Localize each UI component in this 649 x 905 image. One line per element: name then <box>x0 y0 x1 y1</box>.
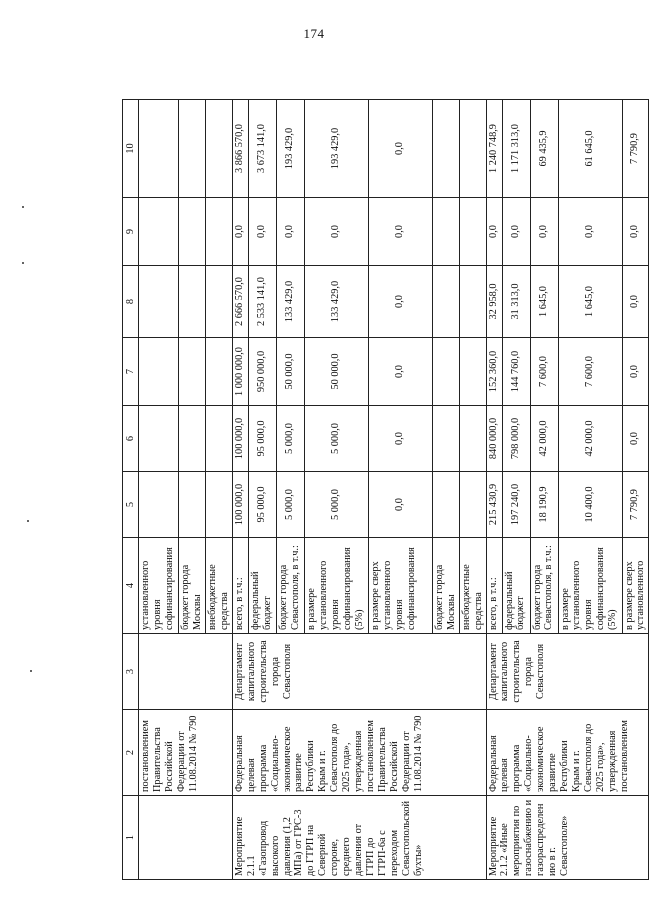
scan-speck <box>22 206 24 208</box>
source-cell: всего, в т.ч.: <box>486 538 502 634</box>
value-cell: 0,0 <box>276 198 304 266</box>
executor-cell: Департамент капитального строительства города Севастополя <box>232 634 486 710</box>
source-cell: бюджет города Москвы <box>179 538 206 634</box>
value-cell: 193 429,0 <box>304 100 368 198</box>
header-cell: 7 <box>123 338 139 406</box>
value-cell: 0,0 <box>622 266 649 338</box>
source-cell: в размере сверх установленного <box>622 538 649 634</box>
measure-cell <box>139 796 233 880</box>
header-cell: 5 <box>123 472 139 538</box>
value-cell: 0,0 <box>232 198 248 266</box>
value-cell: 7 790,9 <box>622 472 649 538</box>
value-cell: 61 645,0 <box>558 100 622 198</box>
measure-cell: Мероприятие 2.1.2 «Иные мероприятия по газоснабжению и газораспределению в г. Севастополе» <box>486 796 649 880</box>
source-cell: бюджет города Севастополя, в т.ч.: <box>276 538 304 634</box>
value-cell: 5 000,0 <box>304 406 368 472</box>
scan-speck <box>27 520 29 522</box>
value-cell: 950 000,0 <box>248 338 276 406</box>
value-cell: 197 240,0 <box>502 472 530 538</box>
program-cell: Федеральная целевая программа «Социально-экономическое развитие Республики Крым и г. Севастополя до 2025 года», утвержденная постановлением <box>486 710 649 796</box>
value-cell: 1 645,0 <box>558 266 622 338</box>
value-cell: 0,0 <box>368 406 432 472</box>
value-cell: 95 000,0 <box>248 406 276 472</box>
financing-table <box>122 99 649 880</box>
value-cell: 32 958,0 <box>486 266 502 338</box>
value-cell: 0,0 <box>622 198 649 266</box>
header-cell: 9 <box>123 198 139 266</box>
value-cell: 5 000,0 <box>276 472 304 538</box>
header-cell: 3 <box>123 634 139 710</box>
value-cell: 144 760,0 <box>502 338 530 406</box>
source-cell: в размере сверх установленного уровня софинансирования <box>368 538 432 634</box>
executor-cell <box>139 634 233 710</box>
value-cell: 1 171 313,0 <box>502 100 530 198</box>
header-cell: 8 <box>123 266 139 338</box>
program-cell: постановлением Правительства Российской Федерации от 11.08.2014 № 790 <box>139 710 233 796</box>
source-cell: бюджет города Севастополя, в т.ч.: <box>530 538 558 634</box>
program-cell: Федеральная целевая программа «Социально-экономическое развитие Республики Крым и г. Севастополя до 2025 года», утвержденная постановлением Правительства Российской Федерации от 11.08.2014 № 790 <box>232 710 486 796</box>
source-cell: установленного уровня софинансирования <box>139 538 179 634</box>
value-cell: 100 000,0 <box>232 406 248 472</box>
measure-cell: Мероприятие 2.1.1 «Газопровод высокого давления (1,2 МПа) от ГРС-3 до ГТРП на Северной стороне, среднего давления от ГТРП до ГТРП-6а с переходом Севастопольской бухты» <box>232 796 486 880</box>
value-cell: 3 866 570,0 <box>232 100 248 198</box>
value-cell: 7 790,9 <box>622 100 649 198</box>
value-cell: 1 000 000,0 <box>232 338 248 406</box>
source-cell: в размере установленного уровня софинансирования (5%) <box>304 538 368 634</box>
value-cell: 798 000,0 <box>502 406 530 472</box>
value-cell: 0,0 <box>502 198 530 266</box>
value-cell: 133 429,0 <box>276 266 304 338</box>
source-cell: бюджет города Москвы <box>432 538 459 634</box>
value-cell: 3 673 141,0 <box>248 100 276 198</box>
source-cell: всего, в т.ч.: <box>232 538 248 634</box>
value-cell: 100 000,0 <box>232 472 248 538</box>
value-cell: 0,0 <box>530 198 558 266</box>
value-cell: 7 600,0 <box>530 338 558 406</box>
value-cell: 42 000,0 <box>558 406 622 472</box>
value-cell: 0,0 <box>368 100 432 198</box>
value-cell: 2 533 141,0 <box>248 266 276 338</box>
table-row <box>139 100 179 880</box>
value-cell: 31 313,0 <box>502 266 530 338</box>
value-cell: 840 000,0 <box>486 406 502 472</box>
value-cell: 69 435,9 <box>530 100 558 198</box>
value-cell: 95 000,0 <box>248 472 276 538</box>
value-cell: 0,0 <box>486 198 502 266</box>
value-cell: 0,0 <box>558 198 622 266</box>
source-cell: федеральный бюджет <box>502 538 530 634</box>
source-cell: внебюджетные средства <box>205 538 232 634</box>
value-cell: 0,0 <box>304 198 368 266</box>
header-cell: 1 <box>123 796 139 880</box>
value-cell: 7 600,0 <box>558 338 622 406</box>
value-cell: 1 240 748,9 <box>486 100 502 198</box>
value-cell: 50 000,0 <box>276 338 304 406</box>
value-cell: 0,0 <box>368 266 432 338</box>
value-cell: 2 666 570,0 <box>232 266 248 338</box>
header-cell: 2 <box>123 710 139 796</box>
value-cell: 0,0 <box>368 198 432 266</box>
value-cell: 10 400,0 <box>558 472 622 538</box>
source-cell: федеральный бюджет <box>248 538 276 634</box>
executor-cell: Департамент капитального строительства города Севастополя <box>486 634 649 710</box>
value-cell: 193 429,0 <box>276 100 304 198</box>
header-row <box>123 100 139 880</box>
value-cell: 50 000,0 <box>304 338 368 406</box>
value-cell: 5 000,0 <box>276 406 304 472</box>
source-cell: в размере установленного уровня софинансирования (5%) <box>558 538 622 634</box>
value-cell: 0,0 <box>248 198 276 266</box>
value-cell: 1 645,0 <box>530 266 558 338</box>
value-cell: 133 429,0 <box>304 266 368 338</box>
value-cell: 18 190,9 <box>530 472 558 538</box>
header-cell: 6 <box>123 406 139 472</box>
value-cell: 0,0 <box>368 338 432 406</box>
table-row <box>232 100 248 880</box>
page-number: 174 <box>303 26 325 41</box>
value-cell: 0,0 <box>368 472 432 538</box>
source-cell: внебюджетные средства <box>459 538 486 634</box>
table-row <box>486 100 502 880</box>
scan-speck <box>22 262 24 264</box>
value-cell: 215 430,9 <box>486 472 502 538</box>
value-cell: 152 360,0 <box>486 338 502 406</box>
header-cell: 4 <box>123 538 139 634</box>
value-cell: 0,0 <box>622 338 649 406</box>
rotated-table-wrapper <box>122 100 647 880</box>
value-cell: 5 000,0 <box>304 472 368 538</box>
value-cell: 0,0 <box>622 406 649 472</box>
value-cell: 42 000,0 <box>530 406 558 472</box>
header-cell: 10 <box>123 100 139 198</box>
scan-speck <box>30 670 32 672</box>
